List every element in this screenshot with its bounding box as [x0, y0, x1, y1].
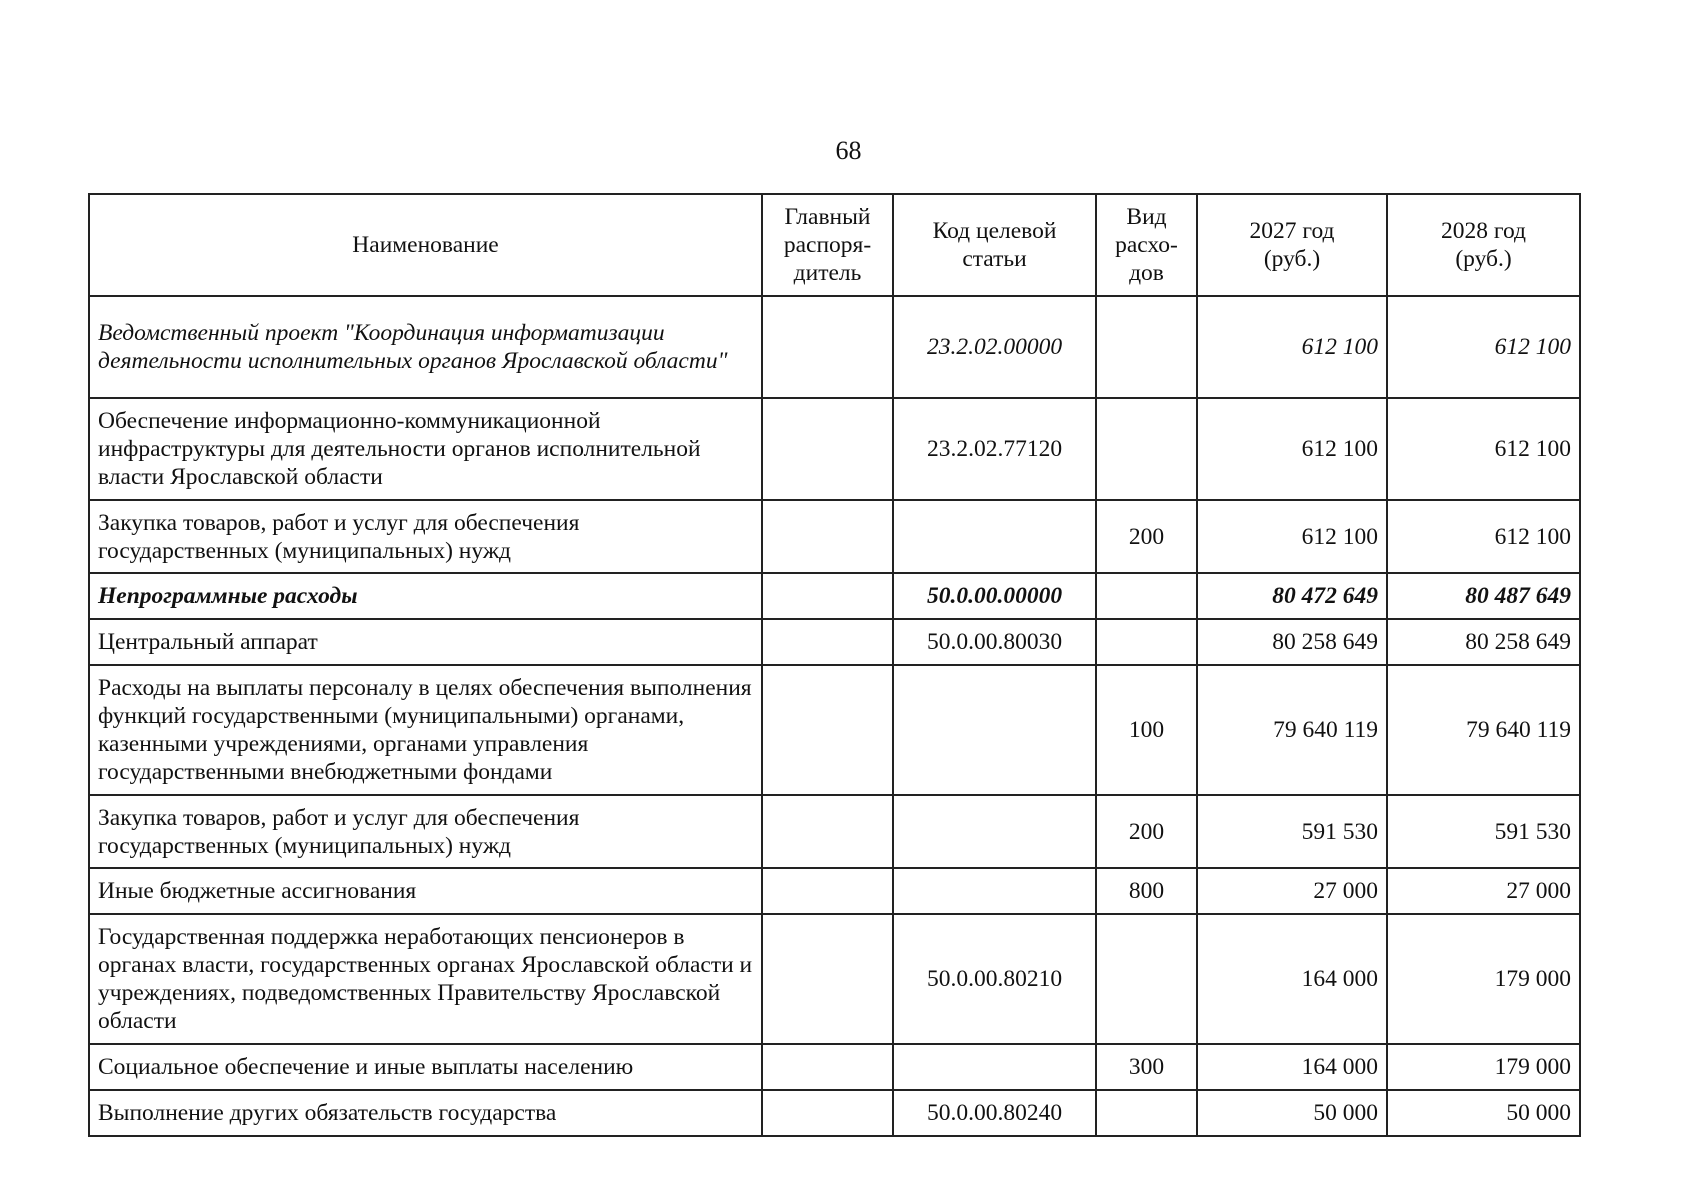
- row-vid: [1096, 398, 1197, 500]
- row-name: Закупка товаров, работ и услуг для обеспечения государственных (муниципальных) нужд: [89, 795, 762, 868]
- table-row: [89, 500, 1580, 573]
- table-row: [89, 868, 1580, 914]
- row-chief: [762, 795, 893, 868]
- row-vid: [1096, 573, 1197, 619]
- row-code: 50.0.00.00000: [893, 573, 1096, 619]
- row-chief: [762, 500, 893, 573]
- budget-table: [88, 193, 1581, 1137]
- row-name: Ведомственный проект "Координация информатизации деятельности исполнительных органов Ярославской области": [89, 296, 762, 398]
- row-2027: 612 100: [1197, 398, 1387, 500]
- row-name: Расходы на выплаты персоналу в целях обеспечения выполнения функций государственными (муниципальными) органами, казенными учреждениями, органами управления государственными внебюджетными фондами: [89, 665, 762, 795]
- table-row: [89, 296, 1580, 398]
- row-chief: [762, 665, 893, 795]
- header-chief: Главный распоря- дитель: [762, 194, 893, 296]
- row-code: [893, 1044, 1096, 1090]
- row-vid: 800: [1096, 868, 1197, 914]
- row-code: [893, 868, 1096, 914]
- row-code: 23.2.02.00000: [893, 296, 1096, 398]
- row-2027: 27 000: [1197, 868, 1387, 914]
- row-2027: 50 000: [1197, 1090, 1387, 1136]
- row-chief: [762, 1044, 893, 1090]
- table-row: [89, 619, 1580, 665]
- row-2028: 80 258 649: [1387, 619, 1580, 665]
- header-vid: Вид расхо- дов: [1096, 194, 1197, 296]
- row-chief: [762, 573, 893, 619]
- row-2028: 179 000: [1387, 1044, 1580, 1090]
- row-code: [893, 500, 1096, 573]
- row-2028: 79 640 119: [1387, 665, 1580, 795]
- row-2028: 612 100: [1387, 398, 1580, 500]
- row-vid: 300: [1096, 1044, 1197, 1090]
- row-chief: [762, 398, 893, 500]
- row-2028: 591 530: [1387, 795, 1580, 868]
- table-row: [89, 573, 1580, 619]
- table-row: [89, 665, 1580, 795]
- row-name: Государственная поддержка неработающих пенсионеров в органах власти, государственных органах Ярославской области и учреждениях, подведомственных Правительству Ярославской области: [89, 914, 762, 1044]
- row-vid: [1096, 296, 1197, 398]
- header-2028: 2028 год (руб.): [1387, 194, 1580, 296]
- table-row: [89, 1090, 1580, 1136]
- row-code: [893, 795, 1096, 868]
- table-row: [89, 398, 1580, 500]
- row-2028: 27 000: [1387, 868, 1580, 914]
- row-name: Выполнение других обязательств государства: [89, 1090, 762, 1136]
- row-name: Обеспечение информационно-коммуникационной инфраструктуры для деятельности органов исполнительной власти Ярославской области: [89, 398, 762, 500]
- row-vid: [1096, 914, 1197, 1044]
- row-name: Социальное обеспечение и иные выплаты населению: [89, 1044, 762, 1090]
- row-chief: [762, 1090, 893, 1136]
- row-code: 23.2.02.77120: [893, 398, 1096, 500]
- table-header-row: [89, 194, 1580, 296]
- row-2027: 80 258 649: [1197, 619, 1387, 665]
- table-row: [89, 795, 1580, 868]
- row-chief: [762, 619, 893, 665]
- row-2027: 164 000: [1197, 1044, 1387, 1090]
- row-2028: 612 100: [1387, 296, 1580, 398]
- row-name: Закупка товаров, работ и услуг для обеспечения государственных (муниципальных) нужд: [89, 500, 762, 573]
- row-2028: 179 000: [1387, 914, 1580, 1044]
- row-name: Непрограммные расходы: [89, 573, 762, 619]
- header-2027: 2027 год (руб.): [1197, 194, 1387, 296]
- row-vid: 100: [1096, 665, 1197, 795]
- row-name: Центральный аппарат: [89, 619, 762, 665]
- header-code: Код целевой статьи: [893, 194, 1096, 296]
- row-2028: 612 100: [1387, 500, 1580, 573]
- row-chief: [762, 914, 893, 1044]
- page-number: 68: [835, 136, 862, 165]
- row-code: 50.0.00.80240: [893, 1090, 1096, 1136]
- row-code: 50.0.00.80030: [893, 619, 1096, 665]
- row-2028: 50 000: [1387, 1090, 1580, 1136]
- table-row: [89, 914, 1580, 1044]
- row-name: Иные бюджетные ассигнования: [89, 868, 762, 914]
- row-2027: 80 472 649: [1197, 573, 1387, 619]
- row-vid: 200: [1096, 795, 1197, 868]
- row-2027: 591 530: [1197, 795, 1387, 868]
- row-vid: 200: [1096, 500, 1197, 573]
- row-2028: 80 487 649: [1387, 573, 1580, 619]
- row-2027: 612 100: [1197, 296, 1387, 398]
- row-code: 50.0.00.80210: [893, 914, 1096, 1044]
- table-row: [89, 1044, 1580, 1090]
- row-code: [893, 665, 1096, 795]
- row-chief: [762, 296, 893, 398]
- row-chief: [762, 868, 893, 914]
- row-2027: 612 100: [1197, 500, 1387, 573]
- row-vid: [1096, 619, 1197, 665]
- row-2027: 164 000: [1197, 914, 1387, 1044]
- header-name: Наименование: [89, 194, 762, 296]
- row-2027: 79 640 119: [1197, 665, 1387, 795]
- row-vid: [1096, 1090, 1197, 1136]
